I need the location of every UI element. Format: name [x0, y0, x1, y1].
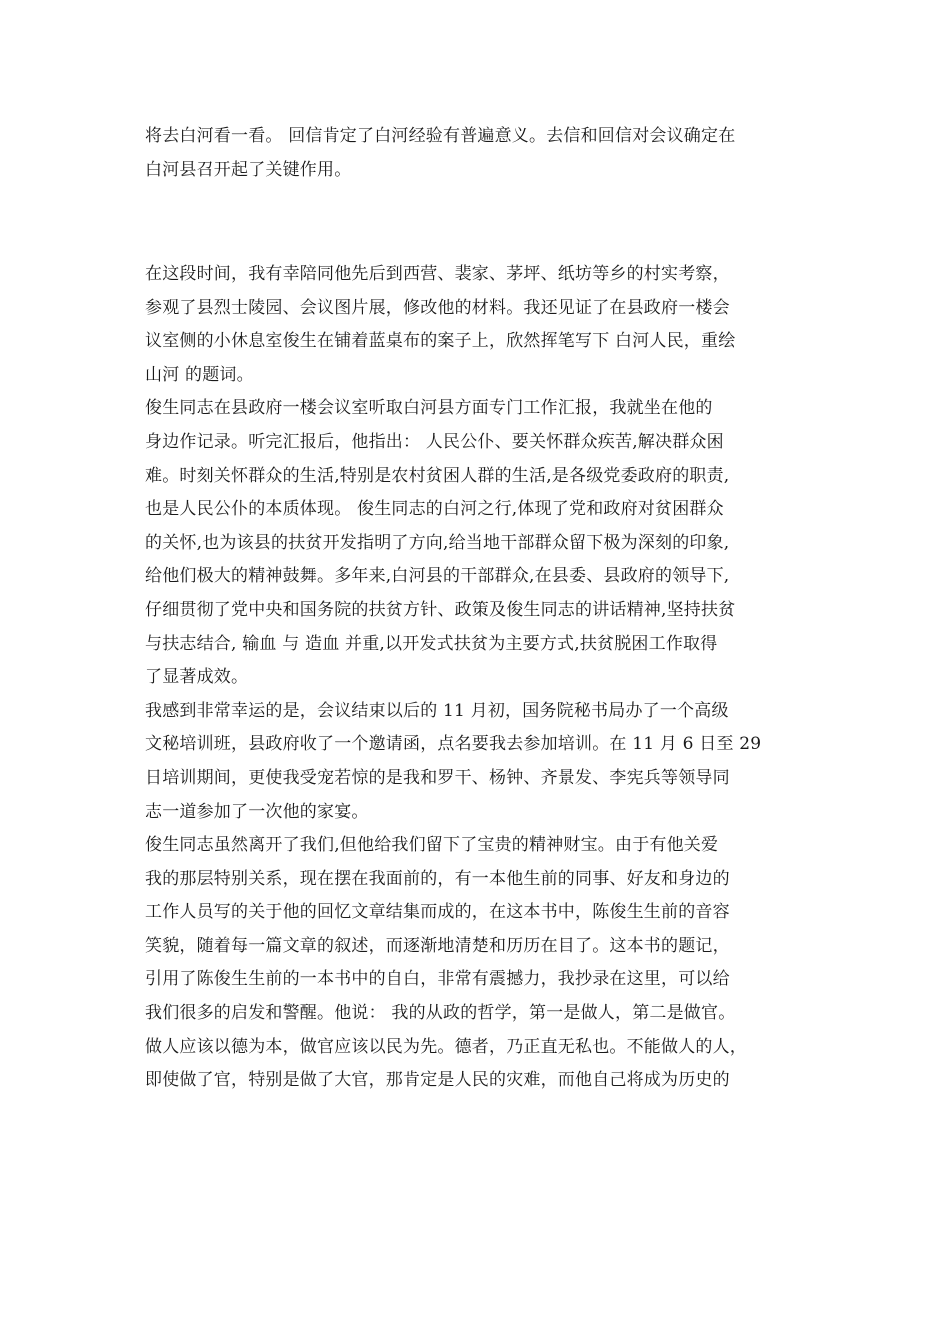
text-line: 身边作记录。听完汇报后，他指出： 人民公仆、要关怀群众疾苦,解决群众困	[145, 431, 724, 452]
text-line: 俊生同志在县政府一楼会议室听取白河县方面专门工作汇报，我就坐在他的	[145, 398, 713, 419]
text-line: 在这段时间，我有幸陪同他先后到西营、裴家、茅坪、纸坊等乡的村实考察，	[145, 264, 730, 284]
text-line: 引用了陈俊生生前的一本书中的自白，非常有震撼力，我抄录在这里，可以给	[145, 969, 730, 990]
text-line: 议室侧的小休息室俊生在铺着蓝桌布的案子上，欣然挥笔写下 白河人民，重绘	[145, 331, 736, 352]
text-line: 仔细贯彻了党中央和国务院的扶贫方针、政策及俊生同志的讲话精神,坚持扶贫	[145, 599, 736, 620]
text-line: 工作人员写的关于他的回忆文章结集而成的，在这本书中，陈俊生生前的音容	[145, 902, 730, 923]
main-text-block	[145, 258, 817, 1098]
text-line: 我们很多的启发和警醒。他说： 我的从政的哲学，第一是做人，第二是做官。	[145, 1003, 736, 1024]
text-line: 笑貌，随着每一篇文章的叙述，而逐渐地清楚和历历在目了。这本书的题记，	[145, 935, 730, 956]
text-line: 我的那层特别关系，现在摆在我面前的，有一本他生前的同事、好友和身边的	[145, 868, 730, 889]
text-line: 志一道参加了一次他的家宴。	[145, 801, 369, 822]
text-line: 山河 的题词。	[145, 364, 254, 385]
text-line: 的关怀,也为该县的扶贫开发指明了方向,给当地干部群众留下极为深刻的印象,	[145, 532, 730, 553]
text-line: 白河县召开起了关键作用。	[145, 159, 352, 180]
top-text-block	[145, 120, 817, 187]
text-line: 参观了县烈士陵园、会议图片展，修改他的材料。我还见证了在县政府一楼会	[145, 297, 730, 318]
text-line: 给他们极大的精神鼓舞。多年来,白河县的干部群众,在县委、县政府的领导下,	[145, 566, 730, 587]
text-line: 俊生同志虽然离开了我们,但他给我们留下了宝贵的精神财宝。由于有他关爱	[145, 835, 719, 856]
text-line: 即使做了官，特别是做了大官，那肯定是人民的灾难，而他自己将成为历史的	[145, 1070, 730, 1091]
text-line: 难。时刻关怀群众的生活,特别是农村贫困人群的生活,是各级党委政府的职责,	[145, 465, 730, 486]
text-line: 文秘培训班，县政府收了一个邀请函，点名要我去参加培训。在 11 月 6 日至 29	[145, 734, 762, 755]
text-line: 与扶志结合, 输血 与 造血 并重,以开发式扶贫为主要方式,扶贫脱困工作取得	[145, 633, 718, 654]
text-line: 将去白河看一看。 回信肯定了白河经验有普遍意义。去信和回信对会议确定在	[145, 126, 736, 146]
text-line: 了显著成效。	[145, 667, 249, 688]
text-line: 日培训期间，更使我受宠若惊的是我和罗干、杨钟、齐景发、李宪兵等领导同	[145, 767, 730, 788]
text-line: 也是人民公仆的本质体现。 俊生同志的白河之行,体现了党和政府对贫困群众	[145, 499, 724, 520]
text-line: 我感到非常幸运的是，会议结束以后的 11 月初，国务院秘书局办了一个高级	[145, 700, 729, 721]
text-line: 做人应该以德为本，做官应该以民为先。德者，乃正直无私也。不能做人的人，	[145, 1036, 747, 1057]
